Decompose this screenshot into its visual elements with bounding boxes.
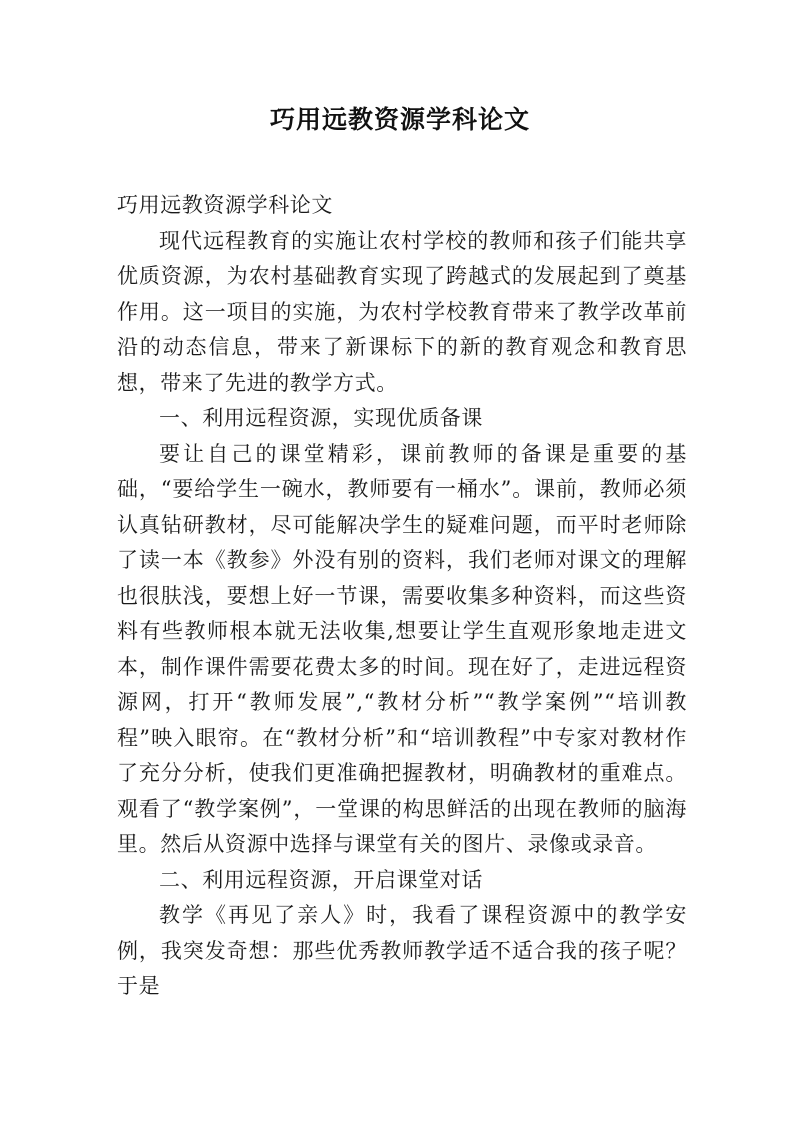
document-title: 巧用远教资源学科论文 [269, 105, 530, 134]
paragraph-section-1: 要让自己的课堂精彩，课前教师的备课是重要的基础，“要给学生一碗水，教师要有一桶水”。课前，教师必须认真钻研教材，尽可能解决学生的疑难问题，而平时老师除了读一本《教参》外没有别的资料，我们老师对课文的理解也很肤浅，要想上好一节课，需要收集多种资料，而这些资料有些教师根本就无法收集,想要让学生直观形象地走进文本，制作课件需要花费太多的时间。现在好了，走进远程资源网，打开“教师发展”,“教材分析”“教学案例”“培训教程”映入眼帘。在“教材分析”和“培训教程”中专家对教材作了充分分析，使我们更准确把握教材，明确教材的重难点。观看了“教学案例”，一堂课的构思鲜活的出现在教师的脑海里。然后从资源中选择与课堂有关的图片、录像或录音。 [117, 441, 687, 856]
section-heading-1: 一、利用远程资源，实现优质备课 [159, 406, 483, 430]
document-body [117, 188, 687, 1005]
paragraph-section-2: 教学《再见了亲人》时，我看了课程资源中的教学安例，我突发奇想：那些优秀教师教学适不适合我的孩子呢？于是 [117, 903, 687, 998]
document-subtitle: 巧用远教资源学科论文 [117, 193, 333, 217]
paragraph-intro: 现代远程教育的实施让农村学校的教师和孩子们能共享优质资源，为农村基础教育实现了跨越式的发展起到了奠基作用。这一项目的实施，为农村学校教育带来了教学改革前沿的动态信息，带来了新课标下的新的教育观念和教育思想，带来了先进的教学方式。 [117, 228, 687, 395]
section-heading-2: 二、利用远程资源，开启课堂对话 [159, 867, 483, 892]
